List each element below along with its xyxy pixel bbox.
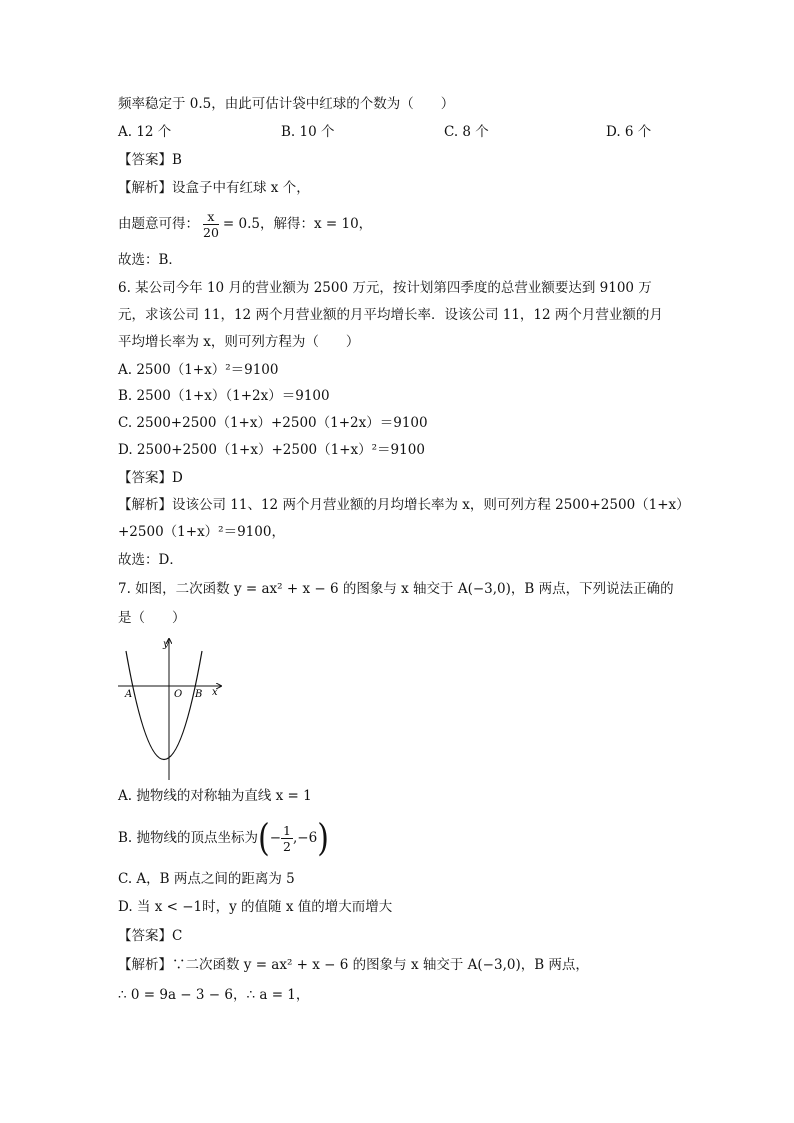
q5-analysis: 【解析】设盒子中有红球 x 个， [118,180,310,196]
q6-option-d: D. 2500+2500（1+x）+2500（1+x）²＝9100 [118,442,425,458]
q7-analysis-1: 【解析】∵二次函数 y = ax² + x − 6 的图象与 x 轴交于 A(−3,0)，B 两点， [118,957,589,973]
q5-option-c: C. 8 个 [444,124,489,140]
q6-stem-1: 6. 某公司今年 10 月的营业额为 2500 万元，按计划第四季度的总营业额要达到 9100 万 [118,280,652,296]
y-axis-label: y [163,639,169,650]
q7-option-b-text: B. 抛物线的顶点坐标为 [118,830,259,846]
q7-stem-2: 是（ ） [118,610,186,626]
left-paren: ( [258,816,270,860]
q5-analysis-post: = 0.5，解得：x = 10， [222,216,373,232]
q5-option-d: D. 6 个 [606,124,652,140]
q6-stem-2: 元，求该公司 11，12 两个月营业额的月平均增长率．设该公司 11，12 两个月营业额的月 [118,307,663,323]
q7-stem-1: 7. 如图，二次函数 y = ax² + x − 6 的图象与 x 轴交于 A(−3,0)，B 两点，下列说法正确的 [118,581,674,597]
q7-option-b [118,818,329,858]
q5-frac-den: 20 [203,225,219,240]
q5-conclusion: 故选：B． [118,252,182,268]
q6-answer: 【答案】D [118,470,183,486]
q7-option-b-fraction [281,823,293,854]
q5-equation-line [118,207,372,241]
q5-frac-num: x [203,209,219,225]
q6-option-b: B. 2500（1+x）（1+2x）＝9100 [118,388,330,404]
origin-label: O [174,689,183,700]
q6-option-a: A. 2500（1+x）²＝9100 [118,362,279,378]
parabola-graph [118,635,226,783]
q7-option-c: C. A，B 两点之间的距离为 5 [118,871,295,887]
q6-analysis-2: +2500（1+x）²＝9100， [118,524,285,540]
point-a-label: A [125,689,133,700]
q5-analysis-pre: 由题意可得： [118,216,199,232]
x-axis-label: x [212,687,218,698]
point-b-label: B [195,689,203,700]
q5-option-b: B. 10 个 [281,124,335,140]
right-paren: ) [317,816,329,860]
q7-option-d: D. 当 x < −1时，y 的值随 x 值的增大而增大 [118,899,393,915]
q6-stem-3: 平均增长率为 x，则可列方程为（ ） [118,334,360,350]
q5-stem-tail: 频率稳定于 0.5，由此可估计袋中红球的个数为（ ） [118,96,455,112]
q7-option-b-minus: − [269,830,282,846]
q7-analysis-2: ∴ 0 = 9a − 3 − 6，∴ a = 1， [118,987,310,1003]
q6-option-c: C. 2500+2500（1+x）+2500（1+2x）＝9100 [118,415,428,431]
parabola-curve [126,651,202,760]
q7-option-b-frac-den: 2 [283,839,291,854]
q6-analysis-1: 【解析】设该公司 11、12 两个月营业额的月均增长率为 x，则可列方程 2500+2500（1+x） [118,497,690,513]
q7-option-b-frac-num: 1 [283,823,291,838]
q5-answer: 【答案】B [118,152,182,168]
q5-option-a: A. 12 个 [118,124,172,140]
q7-option-b-post: ,−6 [293,830,318,846]
q7-option-a: A. 抛物线的对称轴为直线 x = 1 [118,788,312,804]
q7-answer: 【答案】C [118,928,183,944]
q6-conclusion: 故选：D． [118,552,183,568]
q5-fraction [203,209,219,240]
